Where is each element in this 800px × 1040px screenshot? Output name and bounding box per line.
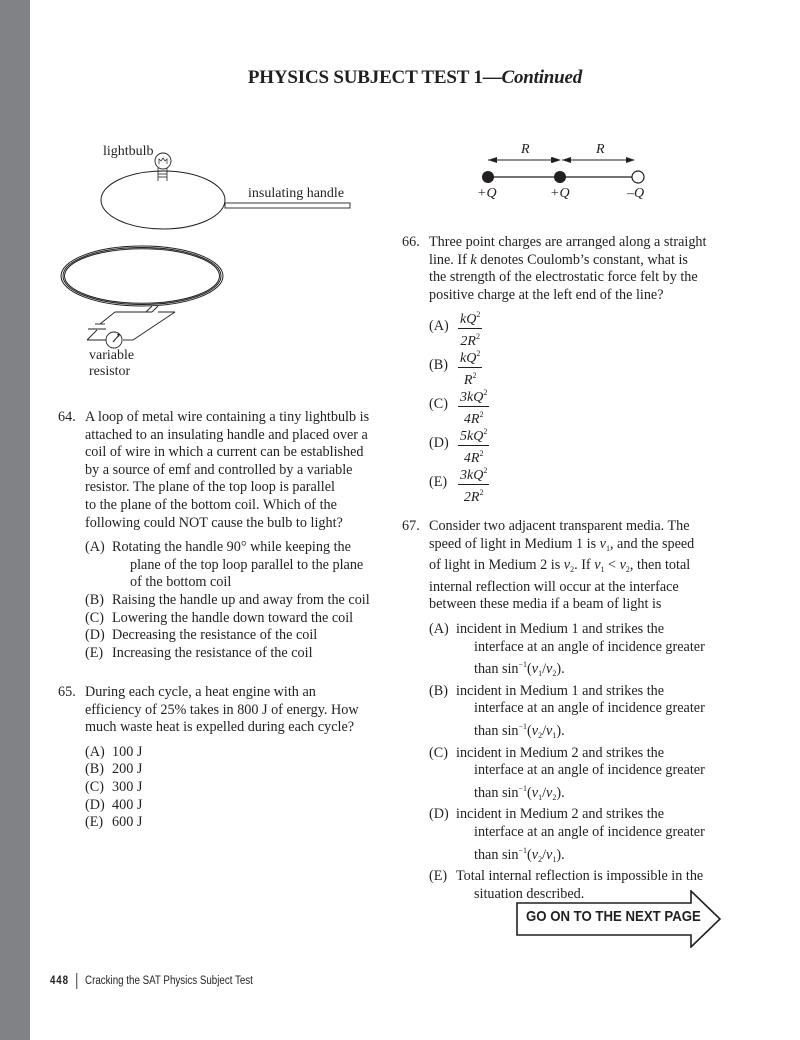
next-page-arrow[interactable] [516, 890, 722, 948]
numerator: 5kQ [460, 429, 484, 445]
text-line: much waste heat is expelled during each cycle? [85, 719, 355, 736]
question-number: 66. [402, 234, 420, 250]
choice-label: (B) [429, 682, 448, 699]
book-title: Cracking the SAT Physics Subject Test [85, 975, 253, 987]
answer-choices [85, 744, 388, 832]
choice-a[interactable] [429, 307, 742, 350]
text-line: internal reflection will occur at the interface [429, 578, 679, 595]
choice-text: Increasing the resistance of the coil [112, 644, 313, 661]
question-64 [58, 409, 388, 662]
choice-text: of the bottom coil [130, 574, 232, 591]
choice-label: (B) [85, 761, 104, 778]
text-line: A loop of metal wire containing a tiny lightbulb is [85, 409, 370, 425]
choice-label: (E) [85, 814, 104, 831]
choice-c[interactable] [85, 779, 388, 797]
choice-d[interactable] [85, 797, 388, 815]
question-number: 65. [58, 684, 76, 700]
question-number: 64. [58, 409, 76, 425]
denominator: 4R [463, 451, 480, 467]
page-footer [50, 973, 253, 989]
denominator: 2R [460, 334, 476, 350]
label-resistor: resistor [89, 364, 131, 379]
choice-text: incident in Medium 1 and strikes the [456, 620, 665, 637]
next-page-label: GO ON TO THE NEXT PAGE [526, 908, 701, 925]
choice-label: (E) [85, 644, 104, 661]
choice-label: (D) [429, 435, 449, 452]
variable-resistor-icon [106, 332, 122, 348]
numerator: 3kQ [460, 390, 484, 406]
choice-label: (A) [429, 318, 449, 335]
choice-label: (A) [429, 620, 449, 637]
choice-a[interactable] [85, 539, 388, 592]
negative-charge-right [632, 171, 644, 183]
text-line: positive charge at the left end of the line? [429, 286, 664, 303]
text-line: attached to an insulating handle and placed over a [85, 426, 368, 443]
question-text [429, 518, 747, 614]
choice-text: interface at an angle of incidence greater [474, 762, 705, 779]
choice-e[interactable] [85, 645, 388, 663]
title-continued: Continued [501, 67, 583, 88]
positive-charge-left [482, 171, 494, 183]
question-text [85, 409, 388, 532]
text-line: speed of light in Medium 1 is $v_1$, and the speed [429, 535, 695, 553]
choice-text: incident in Medium 2 and strikes the [456, 744, 665, 761]
choice-c[interactable] [429, 385, 742, 428]
title-main: PHYSICS SUBJECT TEST 1— [247, 67, 502, 88]
fraction: $\frac{5kQ^2}{4R^2}$ [458, 424, 489, 467]
text-line: Consider two adjacent transparent media. The [429, 518, 690, 534]
circuit-wires [87, 306, 175, 340]
diagram-q66 [470, 140, 660, 210]
choice-text: plane of the top loop parallel to the plane [130, 556, 364, 573]
choice-text: than $\sin^{-1}(v_2/v_1)$. [474, 845, 565, 864]
text-line: Three point charges are arranged along a straight [429, 234, 707, 250]
question-66 [402, 234, 742, 506]
question-65 [58, 684, 388, 832]
choice-label: (D) [429, 806, 449, 823]
question-number: 67. [402, 518, 420, 534]
choice-label: (D) [85, 627, 105, 644]
label-distance-1: R [521, 142, 530, 157]
choice-text: Lowering the handle down toward the coil [112, 609, 354, 626]
question-67 [402, 518, 747, 903]
label-variable: variable [89, 348, 135, 363]
choice-text: than $\sin^{-1}(v_2/v_1)$. [474, 721, 565, 740]
text-line: the strength of the electrostatic force felt by the [429, 269, 698, 286]
label-charge-2: +Q [550, 186, 570, 201]
choice-text: Decreasing the resistance of the coil [112, 627, 318, 644]
text-line: following could NOT cause the bulb to light? [85, 514, 343, 531]
denominator: 4R [463, 412, 480, 428]
choice-label: (D) [85, 796, 105, 813]
label-charge-1: +Q [477, 186, 497, 201]
text-line: by a source of emf and controlled by a variable [85, 461, 353, 478]
fraction: $\frac{3kQ^2}{4R^2}$ [458, 385, 489, 428]
text-line: During each cycle, a heat engine with an [85, 684, 316, 700]
text-line: line. If k denotes Coulomb’s constant, what is [429, 251, 688, 268]
answer-choices [429, 307, 742, 506]
choice-b[interactable] [85, 761, 388, 779]
fraction: $\frac{kQ^2}{2R^2}$ [458, 307, 482, 350]
choice-text: interface at an angle of incidence greater [474, 638, 705, 655]
choice-label: (B) [429, 357, 448, 374]
label-insulating-handle: insulating handle [248, 186, 345, 201]
answer-choices [85, 539, 388, 662]
page-number: 448 [50, 975, 69, 987]
denominator: 2R [463, 490, 480, 506]
choice-b[interactable] [429, 346, 742, 389]
numerator: 3kQ [460, 468, 484, 484]
choice-e[interactable] [429, 463, 742, 506]
choice-b[interactable] [85, 592, 388, 610]
choice-text: interface at an angle of incidence greater [474, 823, 705, 840]
choice-text: Rotating the handle 90° while keeping the [112, 539, 351, 556]
choice-c[interactable] [85, 610, 388, 628]
choice-label: (C) [429, 396, 448, 413]
text-line: resistor. The plane of the top loop is parallel [85, 479, 335, 496]
choice-text: 300 J [112, 778, 143, 795]
choice-text: Raising the handle up and away from the coil [112, 591, 370, 608]
numerator: kQ [460, 312, 477, 328]
text-line: of light in Medium 2 is $v_2$. If $v_1 < v_2$, then total [429, 557, 691, 575]
choice-label: (C) [85, 778, 104, 795]
denominator: R [463, 373, 473, 389]
choice-text: incident in Medium 1 and strikes the [456, 682, 665, 699]
fraction: $\frac{kQ^2}{R^2}$ [458, 346, 482, 389]
choice-d[interactable] [429, 424, 742, 467]
choice-e[interactable] [85, 814, 388, 832]
choice-label: (E) [429, 474, 448, 491]
numerator: kQ [460, 351, 477, 367]
choice-text: incident in Medium 2 and strikes the [456, 806, 665, 823]
fraction: $\frac{3kQ^2}{2R^2}$ [458, 463, 489, 506]
page-edge-sidebar [0, 0, 30, 1040]
footer-divider [77, 973, 78, 989]
choice-text: situation described. [474, 885, 585, 902]
question-text [85, 684, 388, 737]
choice-text: 600 J [112, 814, 143, 831]
label-distance-2: R [596, 142, 605, 157]
choice-label: (C) [85, 609, 104, 626]
choice-a[interactable] [429, 621, 747, 683]
page-title [30, 67, 800, 89]
diagram-q64 [60, 130, 380, 390]
choice-text: 200 J [112, 761, 143, 778]
choice-d[interactable] [85, 627, 388, 645]
choice-c[interactable] [429, 745, 747, 807]
choice-text: Total internal reflection is impossible in the [456, 868, 704, 885]
choice-text: 100 J [112, 743, 143, 760]
answer-choices [429, 621, 747, 903]
label-lightbulb: lightbulb [103, 144, 154, 159]
choice-text: interface at an angle of incidence greater [474, 700, 705, 717]
choice-text: than $\sin^{-1}(v_1/v_2)$. [474, 783, 565, 802]
choice-label: (A) [85, 743, 105, 760]
positive-charge-middle [554, 171, 566, 183]
choice-a[interactable] [85, 744, 388, 762]
choice-d[interactable] [429, 806, 747, 868]
text-line: between these media if a beam of light is [429, 596, 662, 613]
label-charge-3: –Q [627, 186, 645, 201]
text-line: efficiency of 25% takes in 800 J of energy. How [85, 701, 359, 718]
choice-label: (A) [85, 539, 105, 556]
choice-label: (B) [85, 591, 104, 608]
text-line: coil of wire in which a current can be established [85, 444, 364, 461]
choice-label: (E) [429, 868, 448, 885]
choice-text: than $\sin^{-1}(v_1/v_2)$. [474, 660, 565, 679]
question-text [429, 234, 742, 304]
lightbulb-icon [155, 153, 171, 181]
text-line: to the plane of the bottom coil. Which of the [85, 496, 337, 513]
choice-b[interactable] [429, 683, 747, 745]
choice-label: (C) [429, 744, 448, 761]
choice-text: 400 J [112, 796, 143, 813]
